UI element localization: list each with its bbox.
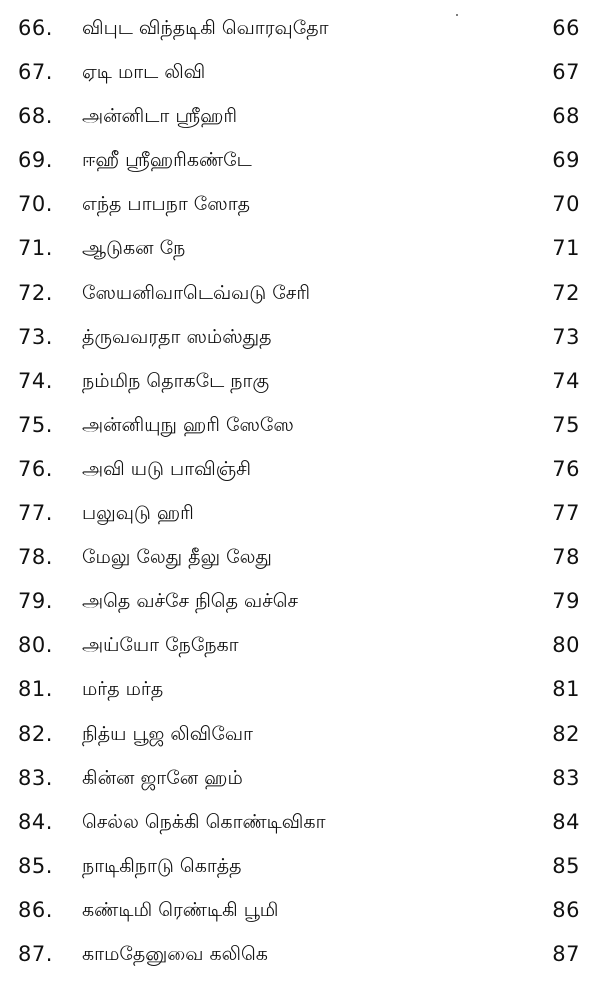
entry-page-number: 82	[552, 721, 580, 746]
entry-page-number: 86	[552, 897, 580, 922]
entry-page-number: 81	[552, 677, 580, 702]
entry-number: 71.	[18, 236, 53, 261]
entry-page-number: 70	[552, 192, 580, 217]
entry-number: 77.	[18, 501, 53, 526]
toc-entry	[0, 447, 600, 491]
entry-page-number: 66	[552, 16, 580, 40]
toc-entry	[0, 182, 600, 226]
entry-number: 82.	[18, 721, 53, 746]
toc-entry	[0, 623, 600, 667]
entry-page-number: 74	[552, 368, 580, 393]
entry-number: 70.	[18, 192, 53, 217]
entry-page-number: 72	[552, 280, 580, 305]
table-of-contents	[0, 6, 600, 976]
toc-entry	[0, 888, 600, 932]
toc-entry	[0, 359, 600, 403]
entry-number: 69.	[18, 148, 53, 173]
toc-entry	[0, 800, 600, 844]
entry-number: 81.	[18, 677, 53, 702]
entry-page-number: 67	[552, 60, 580, 85]
entry-title: செல்ல நெக்கி கொண்டிவிகா	[82, 810, 326, 833]
entry-page-number: 75	[552, 412, 580, 437]
toc-entry	[0, 535, 600, 579]
entry-title: மேலு லேது தீலு லேது	[82, 546, 272, 569]
entry-title: ஆடுகன நே	[82, 237, 186, 260]
entry-title: மர்த மர்த	[82, 678, 164, 701]
entry-page-number: 79	[552, 589, 580, 614]
toc-entry	[0, 491, 600, 535]
entry-page-number: 84	[552, 809, 580, 834]
entry-number: 74.	[18, 368, 53, 393]
entry-page-number: 77	[552, 501, 580, 526]
entry-number: 67.	[18, 60, 53, 85]
toc-entry	[0, 579, 600, 623]
entry-number: 73.	[18, 324, 53, 349]
entry-page-number: 85	[552, 853, 580, 878]
entry-title: எந்த பாபநா ஸோத	[82, 193, 250, 216]
entry-page-number: 68	[552, 104, 580, 129]
toc-entry	[0, 50, 600, 94]
entry-title: பலுவுடு ஹரி	[82, 502, 194, 525]
entry-title: ஸேயனிவாடெவ்வடு சேரி	[82, 281, 310, 304]
entry-page-number: 87	[552, 941, 580, 966]
entry-title: அன்னியுநு ஹரி ஸேஸே	[82, 413, 294, 436]
entry-page-number: 83	[552, 765, 580, 790]
toc-entry	[0, 315, 600, 359]
entry-number: 72.	[18, 280, 53, 305]
toc-entry	[0, 712, 600, 756]
toc-entry	[0, 226, 600, 270]
entry-number: 85.	[18, 853, 53, 878]
toc-entry	[0, 271, 600, 315]
entry-number: 66.	[18, 16, 53, 40]
entry-page-number: 69	[552, 148, 580, 173]
entry-number: 78.	[18, 545, 53, 570]
entry-title: நித்ய பூஜ லிவிவோ	[82, 722, 253, 745]
entry-number: 87.	[18, 941, 53, 966]
entry-title: ஏடி மாட லிவி	[82, 61, 206, 84]
toc-entry	[0, 756, 600, 800]
entry-title: அன்னிடா ஶ்ரீஹரி	[82, 105, 238, 128]
entry-title: அதெ வச்சே நிதெ வச்செ	[82, 590, 299, 613]
entry-number: 79.	[18, 589, 53, 614]
entry-title: அய்யோ நேநேகா	[82, 634, 239, 657]
entry-title: நாடிகிநாடு கொத்த	[82, 854, 242, 877]
toc-entry	[0, 667, 600, 711]
entry-number: 83.	[18, 765, 53, 790]
entry-number: 75.	[18, 412, 53, 437]
entry-number: 84.	[18, 809, 53, 834]
toc-entry	[0, 844, 600, 888]
entry-title: காமதேனுவை கலிகெ	[82, 942, 268, 965]
entry-title: ஈஹீ ஶ்ரீஹரிகண்டே	[82, 149, 252, 172]
entry-number: 76.	[18, 456, 53, 481]
entry-number: 80.	[18, 633, 53, 658]
toc-entry	[0, 138, 600, 182]
toc-entry	[0, 6, 600, 50]
entry-page-number: 76	[552, 456, 580, 481]
toc-entry	[0, 94, 600, 138]
entry-title: த்ருவவரதா ஸம்ஸ்துத	[82, 325, 272, 348]
entry-title: கண்டிமி ரெண்டிகி பூமி	[82, 898, 279, 921]
entry-page-number: 71	[552, 236, 580, 261]
entry-page-number: 73	[552, 324, 580, 349]
toc-entry	[0, 932, 600, 976]
toc-entry	[0, 403, 600, 447]
entry-title: அவி யடு பாவிஞ்சி	[82, 457, 252, 480]
entry-title: கின்ன ஜானே ஹம்	[82, 766, 243, 789]
entry-page-number: 78	[552, 545, 580, 570]
entry-title: நம்மிந தொகடே நாகு	[82, 369, 270, 392]
entry-page-number: 80	[552, 633, 580, 658]
entry-number: 68.	[18, 104, 53, 129]
entry-number: 86.	[18, 897, 53, 922]
entry-title: விபுட விந்தடிகி வொரவுதோ	[82, 17, 329, 39]
